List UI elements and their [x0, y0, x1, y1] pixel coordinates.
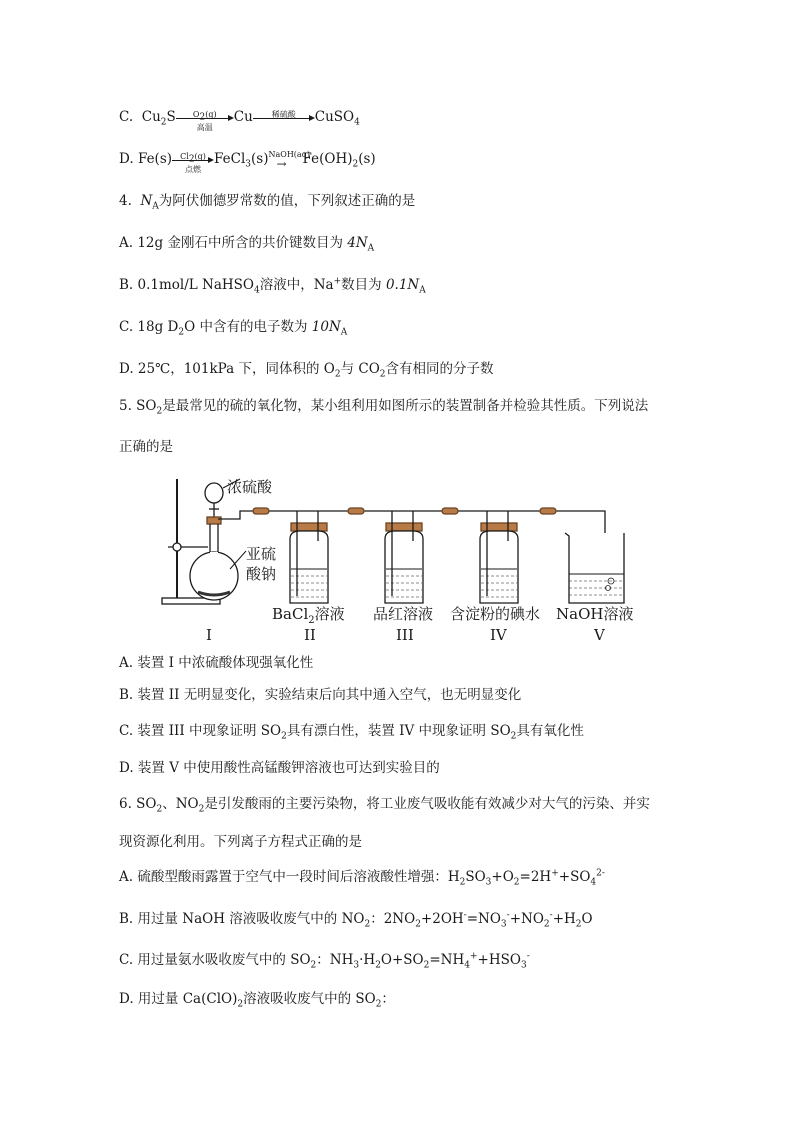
apparatus-num-4: IV [490, 626, 507, 644]
tube-connector [442, 508, 458, 514]
label-sodium-sulfite-1: 亚硫 [246, 545, 277, 563]
label-bottle-2: BaCl$_2$溶液 [272, 605, 345, 626]
label-bottle-4: 含淀粉的碘水 [450, 605, 541, 623]
q5-option-d: D. 装置 V 中使用酸性高锰酸钾溶液也可达到实验目的 [119, 760, 440, 776]
bottle-4 [480, 511, 518, 603]
q5-option-c: C. 装置 III 中现象证明 $SO_2$具有漂白性，装置 IV 中现象证明 $SO_2$具有氧化性 [119, 723, 584, 742]
tube-connector [348, 508, 364, 514]
q4-option-a: A. 12g 金刚石中所含的共价键数目为 $4N_A$ [119, 235, 375, 254]
q6-option-b: B. 用过量 NaOH 溶液吸收废气中的 $NO_2$：$2NO_2+2OH^-=NO_3^-+NO_2^-+H_2O$ [119, 910, 593, 930]
q4-option-b: B. 0.1mol/L NaHSO$_4$溶液中，Na+数目为 $0.1N_A$ [119, 276, 426, 296]
q5-stem-line1: 5. $SO_2$是最常见的硫的氧化物，某小组利用如图所示的装置制备并检验其性质。下列说法 [119, 398, 649, 417]
reaction-arrow: NaOH(aq) → [268, 149, 310, 171]
apparatus-num-1: I [206, 626, 212, 644]
apparatus-num-3: III [396, 626, 414, 644]
tube-connector [253, 508, 269, 514]
q6-stem-line2: 现资源化利用。下列离子方程式正确的是 [119, 834, 362, 850]
separatory-funnel [205, 483, 223, 503]
q6-option-c: C. 用过量氨水吸收废气中的 $SO_2$：$NH_3\cdot H_2O+SO_2=NH_4^++HSO_3^-$ [119, 951, 530, 971]
q6-stem-line1: 6. $SO_2$、$NO_2$是引发酸雨的主要污染物，将工业废气吸收能有效减少对大气的污染、并实 [119, 796, 650, 815]
q4-option-c: C. 18g $D_2O$ 中含有的电子数为 $10N_A$ [119, 319, 348, 338]
q5-option-b: B. 装置 II 无明显变化，实验结束后向其中通入空气，也无明显变化 [119, 687, 522, 703]
reaction-arrow: $O_2(g)$ 高温 [176, 109, 234, 127]
tube-connector [540, 508, 556, 514]
q5-stem-line2: 正确的是 [119, 439, 173, 455]
apparatus-num-5: V [594, 626, 605, 644]
q6-option-a: A. 硫酸型酸雨露置于空气中一段时间后溶液酸性增强：$H_2SO_3+O_2=2H^++SO_4^{2-}$ [119, 868, 605, 888]
bottle-2 [290, 511, 328, 603]
flask-stopper [207, 517, 221, 524]
q4-stem: 4. $N_A$为阿伏伽德罗常数的值，下列叙述正确的是 [119, 193, 416, 212]
clamp-screw [173, 543, 181, 551]
q3-option-d: D. Fe(s) $Cl_2(g)$ 点燃 FeCl$_3$(s) NaOH(aq) → $Fe(OH)_2(s)$ [119, 149, 376, 174]
q3-option-c: C. $Cu_2S$ $O_2(g)$ 高温 Cu 稀硫酸 CuSO$_4$ [119, 109, 360, 132]
label-conc-sulfuric-acid: 浓硫酸 [227, 478, 273, 496]
label-beaker-5: NaOH溶液 [556, 605, 634, 623]
q5-option-a: A. 装置 I 中浓硫酸体现强氧化性 [119, 655, 314, 671]
label-sodium-sulfite-2: 酸钠 [246, 565, 277, 583]
apparatus-num-2: II [304, 626, 316, 644]
beaker-5 [565, 533, 624, 603]
round-flask [190, 552, 238, 600]
q4-option-d: D. 25℃，101kPa 下，同体积的 $O_2$与 $CO_2$含有相同的分子数 [119, 361, 494, 380]
bottle-3 [385, 511, 423, 603]
apparatus-diagram [160, 471, 640, 646]
reaction-arrow: $Cl_2(g)$ 点燃 [172, 151, 214, 169]
reaction-arrow: 稀硫酸 [253, 109, 315, 127]
q6-option-d: D. 用过量 $Ca(ClO)_2$溶液吸收废气中的 $SO_2$： [119, 991, 395, 1010]
label-bottle-3: 品红溶液 [373, 605, 434, 623]
